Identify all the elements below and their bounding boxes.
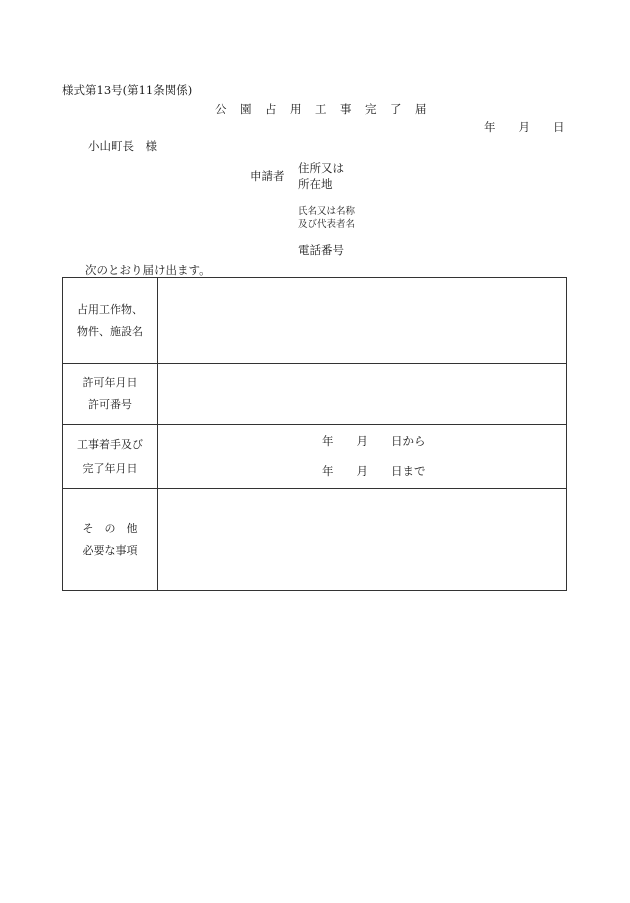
row-label-permit <box>63 364 158 425</box>
value-cell-facility[interactable] <box>158 278 567 364</box>
addressee: 小山町長 様 <box>88 139 157 153</box>
applicant-label: 申請者 <box>250 169 285 183</box>
end-date-line: 年 月 日まで <box>322 464 426 478</box>
name-label-line2: 及び代表者名 <box>298 219 356 230</box>
label-line: 物件、施設名 <box>77 324 143 338</box>
label-line: 占用工作物、 <box>77 302 143 316</box>
intro-text: 次のとおり届け出ます。 <box>85 263 211 277</box>
label-line: 許可年月日 <box>82 376 138 389</box>
table-row <box>63 489 567 591</box>
row-label-other <box>63 489 158 591</box>
label-line: 許可番号 <box>88 398 132 411</box>
phone-label: 電話番号 <box>298 243 344 257</box>
table-row <box>63 364 567 425</box>
date-line: 年 月 日 <box>484 120 565 134</box>
name-label-line1: 氏名又は名称 <box>298 206 356 217</box>
start-date-line: 年 月 日から <box>322 434 426 448</box>
form-number: 様式第13号(第11条関係) <box>62 83 193 97</box>
label-line: 完了年月日 <box>82 461 138 475</box>
report-table <box>62 277 567 591</box>
row-label-facility <box>63 278 158 364</box>
row-label-construction-dates <box>63 425 158 489</box>
value-cell-other[interactable] <box>158 489 567 591</box>
address-label-line1: 住所又は <box>298 161 344 175</box>
value-cell-permit[interactable] <box>158 364 567 425</box>
table-row <box>63 425 567 489</box>
label-line: そ の 他 <box>82 521 138 535</box>
value-cell-construction-dates[interactable] <box>158 425 567 489</box>
document-title: 公 園 占 用 工 事 完 了 届 <box>215 102 428 116</box>
address-label-line2: 所在地 <box>298 177 333 191</box>
table-row <box>63 278 567 364</box>
label-line: 工事着手及び <box>77 437 143 451</box>
label-line: 必要な事項 <box>82 543 138 557</box>
